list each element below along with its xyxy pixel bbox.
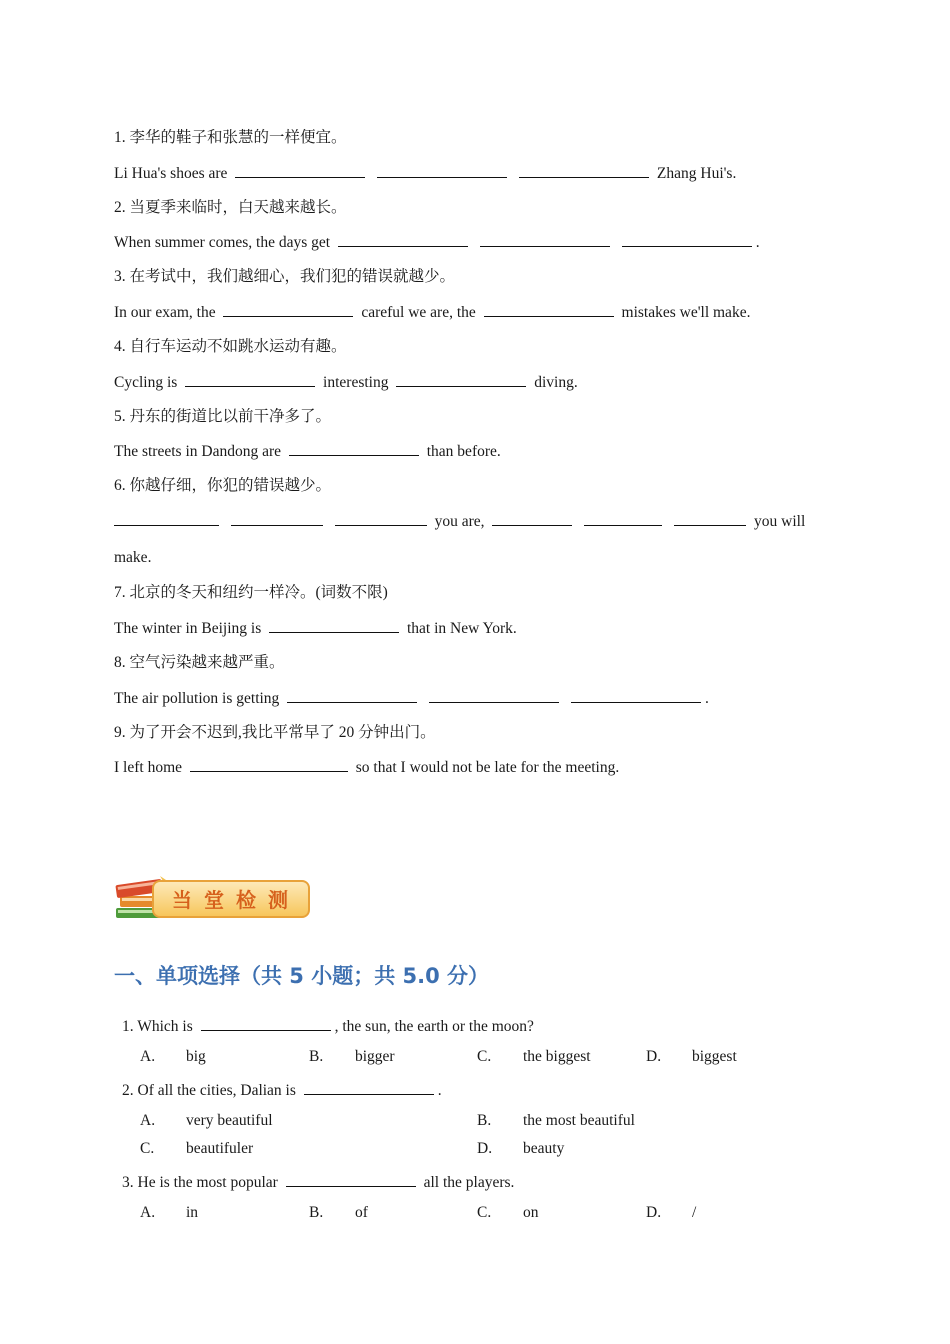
exercise-6-english: [114, 511, 805, 532]
option-text: on: [523, 1204, 539, 1221]
exercise-text: When summer comes, the days get: [114, 234, 331, 251]
answer-blank[interactable]: [429, 688, 559, 703]
exercise-text: .: [704, 690, 709, 707]
exercise-text: you are,: [434, 513, 485, 530]
answer-blank[interactable]: [571, 688, 701, 703]
exercise-text: The streets in Dandong are: [114, 443, 281, 460]
question-text: .: [437, 1082, 442, 1099]
section-title: 一、单项选择（共 5 小题；共 5.0 分）: [114, 964, 490, 988]
exercise-9-english: [114, 757, 619, 778]
option-d[interactable]: [477, 1140, 564, 1158]
answer-blank[interactable]: [674, 511, 746, 526]
option-text: /: [692, 1204, 697, 1221]
answer-blank[interactable]: [396, 372, 526, 387]
answer-blank[interactable]: [223, 302, 353, 317]
option-letter: C.: [477, 1204, 492, 1221]
answer-blank[interactable]: [201, 1016, 331, 1031]
answer-blank[interactable]: [235, 163, 365, 178]
exercise-5-chinese: 5. 丹东的街道比以前干净多了。: [114, 408, 332, 425]
exercise-2-chinese: 2. 当夏季来临时，白天越来越长。: [114, 199, 347, 216]
option-text: in: [186, 1204, 199, 1221]
exercise-6-chinese: 6. 你越仔细，你犯的错误越少。: [114, 477, 332, 494]
exercise-text: The air pollution is getting: [114, 690, 280, 707]
answer-blank[interactable]: [480, 232, 610, 247]
answer-blank[interactable]: [114, 511, 219, 526]
exercise-9-chinese: 9. 为了开会不迟到,我比平常早了 20 分钟出门。: [114, 724, 436, 741]
exercise-text: I left home: [114, 759, 183, 776]
answer-blank[interactable]: [269, 618, 399, 633]
answer-blank[interactable]: [231, 511, 323, 526]
exercise-text: so that I would not be late for the meeting.: [355, 759, 620, 776]
question-3-stem: [122, 1172, 514, 1192]
option-c[interactable]: [477, 1204, 539, 1222]
banner-title: 当堂检测: [172, 888, 300, 912]
exercise-8-english: [114, 688, 709, 709]
question-text: 3. He is the most popular: [122, 1174, 278, 1191]
option-text: very beautiful: [186, 1112, 273, 1129]
answer-blank[interactable]: [304, 1080, 434, 1095]
exercise-text: diving.: [534, 374, 578, 391]
option-letter: C.: [477, 1048, 492, 1065]
option-b[interactable]: [309, 1204, 368, 1222]
exercise-text: than before.: [426, 443, 501, 460]
option-letter: D.: [646, 1048, 662, 1065]
exercise-8-chinese: 8. 空气污染越来越严重。: [114, 654, 285, 671]
exercise-text: that in New York.: [406, 620, 517, 637]
question-1-stem: [122, 1016, 534, 1036]
exercise-7-chinese: 7. 北京的冬天和纽约一样冷。(词数不限): [114, 584, 388, 601]
exercise-4-chinese: 4. 自行车运动不如跳水运动有趣。: [114, 338, 347, 355]
option-text: the biggest: [523, 1048, 591, 1065]
answer-blank[interactable]: [622, 232, 752, 247]
option-text: of: [355, 1204, 368, 1221]
exercise-5-english: [114, 441, 501, 462]
exercise-text: Zhang Hui's.: [656, 165, 737, 182]
answer-blank[interactable]: [286, 1172, 416, 1187]
option-letter: C.: [140, 1140, 155, 1157]
option-text: bigger: [355, 1048, 395, 1065]
answer-blank[interactable]: [287, 688, 417, 703]
option-letter: A.: [140, 1048, 156, 1065]
answer-blank[interactable]: [190, 757, 348, 772]
exercise-4-english: [114, 372, 578, 393]
exercise-text: The winter in Beijing is: [114, 620, 262, 637]
answer-blank[interactable]: [484, 302, 614, 317]
option-text: big: [186, 1048, 206, 1065]
option-text: biggest: [692, 1048, 737, 1065]
answer-blank[interactable]: [519, 163, 649, 178]
answer-blank[interactable]: [289, 441, 419, 456]
exercise-3-english: [114, 302, 750, 323]
exercise-text: Li Hua's shoes are: [114, 165, 228, 182]
option-letter: A.: [140, 1204, 156, 1221]
question-text: 1. Which is: [122, 1018, 193, 1035]
option-a[interactable]: [140, 1112, 273, 1130]
exercise-7-english: [114, 618, 517, 639]
option-c[interactable]: [140, 1140, 253, 1158]
question-text: 2. Of all the cities, Dalian is: [122, 1082, 296, 1099]
exercise-text: mistakes we'll make.: [621, 304, 751, 321]
question-text: all the players.: [423, 1174, 515, 1191]
option-letter: B.: [477, 1112, 492, 1129]
question-2-stem: [122, 1080, 442, 1100]
option-b[interactable]: [477, 1112, 635, 1130]
exercise-text: interesting: [323, 374, 389, 391]
option-text: beauty: [523, 1140, 565, 1157]
exercise-text: In our exam, the: [114, 304, 216, 321]
option-letter: D.: [646, 1204, 662, 1221]
exercise-2-english: [114, 232, 760, 253]
exercise-text: you will: [754, 513, 806, 530]
answer-blank[interactable]: [185, 372, 315, 387]
option-letter: B.: [309, 1048, 324, 1065]
option-c[interactable]: [477, 1048, 591, 1066]
exercise-1-chinese: 1. 李华的鞋子和张慧的一样便宜。: [114, 129, 347, 146]
option-b[interactable]: [309, 1048, 395, 1066]
answer-blank[interactable]: [377, 163, 507, 178]
exercise-text: .: [755, 234, 760, 251]
option-a[interactable]: [140, 1048, 206, 1066]
option-text: the most beautiful: [523, 1112, 635, 1129]
exercise-6-continuation: make.: [114, 549, 152, 566]
option-letter: D.: [477, 1140, 493, 1157]
in-class-test-banner: [112, 872, 312, 922]
answer-blank[interactable]: [338, 232, 468, 247]
option-d[interactable]: [646, 1048, 737, 1066]
option-text: beautifuler: [186, 1140, 254, 1157]
option-d[interactable]: [646, 1204, 696, 1222]
question-text: , the sun, the earth or the moon?: [334, 1018, 534, 1035]
option-a[interactable]: [140, 1204, 198, 1222]
exercise-text: Cycling is: [114, 374, 178, 391]
answer-blank[interactable]: [492, 511, 572, 526]
exercise-text: careful we are, the: [361, 304, 476, 321]
exercise-3-chinese: 3. 在考试中，我们越细心，我们犯的错误就越少。: [114, 268, 456, 285]
option-letter: B.: [309, 1204, 324, 1221]
exercise-1-english: [114, 163, 736, 184]
answer-blank[interactable]: [584, 511, 662, 526]
option-letter: A.: [140, 1112, 156, 1129]
answer-blank[interactable]: [335, 511, 427, 526]
